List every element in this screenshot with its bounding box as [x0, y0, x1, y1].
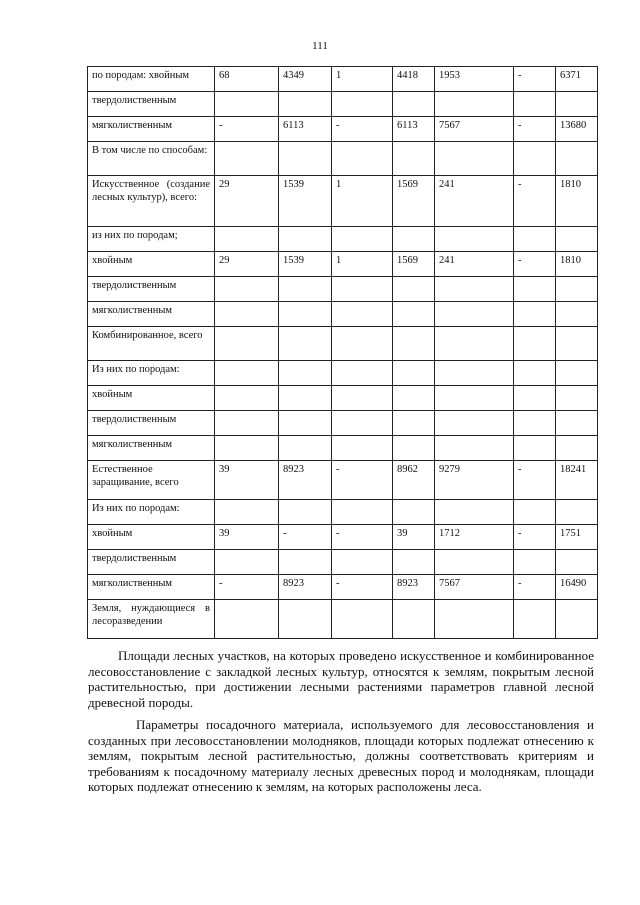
table-row [88, 436, 598, 461]
table-cell [279, 302, 332, 327]
table-cell [215, 227, 279, 252]
paragraph-1: Площади лесных участков, на которых проведено искусственное и комбинированное лесовосстановление с закладкой лесных культур, относятся к землям, покрытым лесной растительностью, при достижении лесными растениями параметров главной лесной древесной породы. [88, 648, 594, 710]
row-label: Естественное заращивание, всего [88, 461, 215, 500]
table-cell [556, 302, 598, 327]
table-cell: 1953 [435, 67, 514, 92]
table-cell [556, 436, 598, 461]
table-cell: 39 [215, 461, 279, 500]
table-cell [332, 411, 393, 436]
table-cell: - [215, 575, 279, 600]
table-cell [514, 386, 556, 411]
table-cell: - [514, 117, 556, 142]
table-cell: 241 [435, 252, 514, 277]
table-cell [514, 500, 556, 525]
table-cell: 241 [435, 176, 514, 227]
table-cell [435, 302, 514, 327]
row-label: твердолиственным [88, 411, 215, 436]
table-cell: - [332, 461, 393, 500]
table-cell: - [514, 525, 556, 550]
table-cell: 4349 [279, 67, 332, 92]
row-label: Из них по породам: [88, 500, 215, 525]
table-cell [332, 302, 393, 327]
table-row [88, 277, 598, 302]
table-cell: 6113 [393, 117, 435, 142]
table-cell [556, 277, 598, 302]
table-cell: 29 [215, 176, 279, 227]
table-cell [514, 227, 556, 252]
paragraph-2: Параметры посадочного материала, используемого для лесовосстановления и созданных при лесовосстановлении молодняков, площади которых подлежат отнесению к землям, покрытым лесной растительностью, должны соответствовать критериям и требованиям к посадочному материалу лесных древесных пород и молоднякам, площади которых подлежат отнесению к землям, на которых расположены леса. [88, 717, 594, 794]
table-cell: - [332, 525, 393, 550]
table-cell [279, 277, 332, 302]
table-cell [435, 600, 514, 639]
table-row [88, 327, 598, 361]
table-cell [332, 92, 393, 117]
table-cell: - [215, 117, 279, 142]
table-cell [393, 550, 435, 575]
table-row [88, 67, 598, 92]
table-cell [393, 500, 435, 525]
table-cell: 1569 [393, 176, 435, 227]
table-cell [393, 386, 435, 411]
table-cell [556, 142, 598, 176]
table-cell: 18241 [556, 461, 598, 500]
table-cell [279, 92, 332, 117]
table-cell [279, 361, 332, 386]
table-cell [215, 302, 279, 327]
table-cell [435, 500, 514, 525]
table-cell [556, 327, 598, 361]
table-cell [514, 600, 556, 639]
table-cell [215, 550, 279, 575]
table-row [88, 500, 598, 525]
table-cell: 39 [215, 525, 279, 550]
row-label: Из них по породам: [88, 361, 215, 386]
row-label: твердолиственным [88, 550, 215, 575]
reforestation-table [87, 66, 598, 639]
table-cell: 1712 [435, 525, 514, 550]
table-cell [435, 361, 514, 386]
table-cell [215, 500, 279, 525]
table-row [88, 117, 598, 142]
row-label: Искусственное (создание лесных культур), всего: [88, 176, 215, 227]
table-cell [556, 361, 598, 386]
table-row [88, 252, 598, 277]
table-cell [393, 227, 435, 252]
table-cell [332, 436, 393, 461]
table-cell [435, 227, 514, 252]
table-cell [215, 411, 279, 436]
table-cell [215, 436, 279, 461]
table-cell: 4418 [393, 67, 435, 92]
table-cell [279, 550, 332, 575]
table-cell [393, 436, 435, 461]
table-cell [514, 277, 556, 302]
table-cell [435, 277, 514, 302]
table-cell [556, 411, 598, 436]
table-cell [435, 386, 514, 411]
table-cell: 1 [332, 252, 393, 277]
row-label: твердолиственным [88, 277, 215, 302]
table-cell [279, 386, 332, 411]
table-cell [279, 436, 332, 461]
table-cell: 1810 [556, 252, 598, 277]
table-cell: 1 [332, 67, 393, 92]
table-cell [215, 327, 279, 361]
table-cell [514, 361, 556, 386]
table-cell: 8923 [279, 461, 332, 500]
table-cell: - [279, 525, 332, 550]
table-cell [279, 327, 332, 361]
table-cell [435, 92, 514, 117]
table-cell [556, 600, 598, 639]
table-cell [514, 327, 556, 361]
table-row [88, 176, 598, 227]
row-label: мягколиственным [88, 302, 215, 327]
table-cell [556, 92, 598, 117]
table-cell [435, 142, 514, 176]
table-cell: 13680 [556, 117, 598, 142]
table-cell: 8962 [393, 461, 435, 500]
table-row [88, 461, 598, 500]
table-cell: - [514, 461, 556, 500]
table-cell [279, 411, 332, 436]
table-row [88, 302, 598, 327]
table-row [88, 600, 598, 639]
table-cell [279, 600, 332, 639]
table-cell [435, 327, 514, 361]
row-label: Земля, нуждающиеся в лесоразведении [88, 600, 215, 639]
table-cell [215, 600, 279, 639]
table-cell [393, 277, 435, 302]
table-cell [332, 327, 393, 361]
table-row [88, 550, 598, 575]
table-cell [215, 361, 279, 386]
row-label: хвойным [88, 386, 215, 411]
table-cell [393, 361, 435, 386]
table-cell: 8923 [279, 575, 332, 600]
table-cell: 1751 [556, 525, 598, 550]
table-cell [215, 386, 279, 411]
table-cell [393, 600, 435, 639]
table-cell [279, 500, 332, 525]
table-cell [215, 92, 279, 117]
table-cell [556, 386, 598, 411]
table-cell [556, 500, 598, 525]
table-row [88, 142, 598, 176]
table-cell [435, 436, 514, 461]
page-number: 111 [312, 40, 328, 52]
row-label: мягколиственным [88, 117, 215, 142]
table-cell [514, 142, 556, 176]
row-label: мягколиственным [88, 436, 215, 461]
table-cell [215, 142, 279, 176]
table-cell [514, 550, 556, 575]
table-cell: 16490 [556, 575, 598, 600]
table-row [88, 227, 598, 252]
table-cell [514, 92, 556, 117]
table-cell: - [332, 575, 393, 600]
table-row [88, 525, 598, 550]
table-cell [393, 327, 435, 361]
table-cell: 29 [215, 252, 279, 277]
table-cell [393, 302, 435, 327]
table-row [88, 386, 598, 411]
table-cell: - [514, 575, 556, 600]
row-label: хвойным [88, 525, 215, 550]
table-cell: 6371 [556, 67, 598, 92]
table-cell: 68 [215, 67, 279, 92]
table-cell [556, 550, 598, 575]
table-cell: 1539 [279, 252, 332, 277]
table-cell: 7567 [435, 575, 514, 600]
table-row [88, 411, 598, 436]
row-label: твердолиственным [88, 92, 215, 117]
table-cell [393, 142, 435, 176]
row-label: мягколиственным [88, 575, 215, 600]
table-cell [215, 277, 279, 302]
table-cell [332, 500, 393, 525]
table-row [88, 361, 598, 386]
table-cell [435, 411, 514, 436]
table-cell [332, 227, 393, 252]
table-cell [514, 411, 556, 436]
row-label: хвойным [88, 252, 215, 277]
table-cell [332, 142, 393, 176]
table-cell [332, 550, 393, 575]
table-cell: 8923 [393, 575, 435, 600]
table-cell: - [514, 67, 556, 92]
table-cell [279, 142, 332, 176]
table-cell: - [514, 176, 556, 227]
table-cell [332, 600, 393, 639]
table-cell [514, 436, 556, 461]
table-row [88, 92, 598, 117]
row-label: В том числе по способам: [88, 142, 215, 176]
table-cell: 1810 [556, 176, 598, 227]
table-cell: - [332, 117, 393, 142]
table-cell [332, 361, 393, 386]
table-cell: 7567 [435, 117, 514, 142]
table-cell [279, 227, 332, 252]
table-cell: 1539 [279, 176, 332, 227]
table-cell: 39 [393, 525, 435, 550]
row-label: по породам: хвойным [88, 67, 215, 92]
table-cell [332, 277, 393, 302]
table-cell [556, 227, 598, 252]
row-label: Комбинированное, всего [88, 327, 215, 361]
table-row [88, 575, 598, 600]
table-cell [514, 302, 556, 327]
table-cell: 1569 [393, 252, 435, 277]
table-cell [435, 550, 514, 575]
table-cell: 1 [332, 176, 393, 227]
row-label: из них по породам; [88, 227, 215, 252]
table-cell: - [514, 252, 556, 277]
table-cell [393, 411, 435, 436]
table-cell [332, 386, 393, 411]
table-cell: 6113 [279, 117, 332, 142]
table-cell: 9279 [435, 461, 514, 500]
table-cell [393, 92, 435, 117]
